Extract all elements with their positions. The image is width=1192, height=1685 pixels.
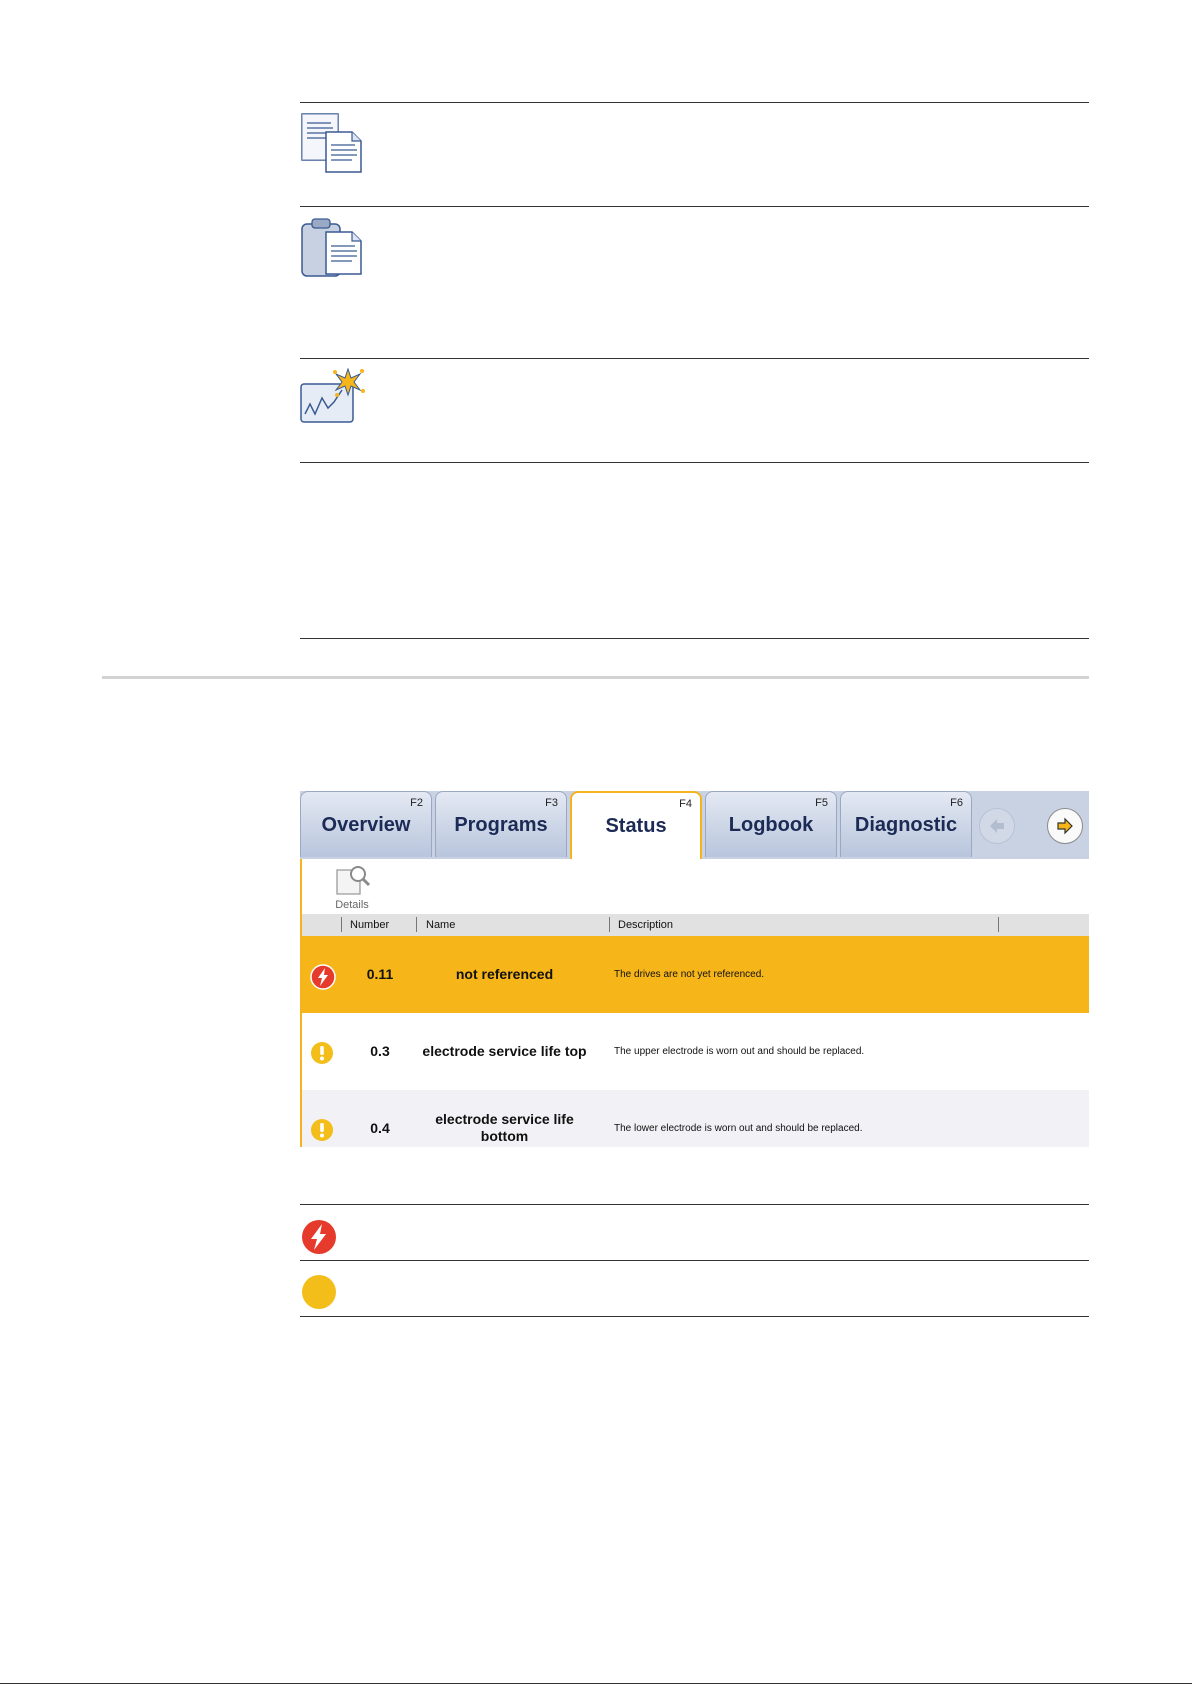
row-description: The upper electrode is worn out and should be replaced. <box>614 1046 865 1057</box>
table-row[interactable] <box>302 1013 1089 1090</box>
table-rule <box>300 638 1089 639</box>
warning-icon <box>301 1274 337 1310</box>
column-divider <box>998 917 999 932</box>
table-rule <box>300 102 1089 103</box>
error-icon <box>310 964 336 990</box>
arrow-right-icon <box>1056 817 1074 835</box>
column-number[interactable]: Number <box>350 919 390 931</box>
row-number: 0.4 <box>370 1120 390 1136</box>
tab-label: Programs <box>454 814 548 836</box>
column-divider <box>609 917 610 932</box>
toolbar <box>302 859 1089 911</box>
scroll-right-button[interactable] <box>1047 808 1083 844</box>
tab-logbook[interactable] <box>705 791 837 857</box>
table-header <box>302 914 1089 936</box>
column-divider <box>416 917 417 932</box>
table-rule <box>300 1316 1089 1317</box>
table-rule <box>300 1260 1089 1261</box>
column-description[interactable]: Description <box>618 919 674 931</box>
tab-key: F5 <box>815 797 828 809</box>
tab-overview[interactable] <box>300 791 432 857</box>
tab-label: Diagnostic <box>854 814 958 836</box>
status-panel <box>300 859 1089 1147</box>
column-name[interactable]: Name <box>426 919 456 931</box>
tab-status[interactable] <box>570 791 702 859</box>
details-icon <box>332 864 372 898</box>
tab-key: F2 <box>410 797 423 809</box>
table-rule <box>300 462 1089 463</box>
table-rule <box>300 1204 1089 1205</box>
table-rule <box>300 206 1089 207</box>
row-description: The drives are not yet referenced. <box>614 969 765 980</box>
arrow-left-icon <box>988 817 1006 835</box>
table-row[interactable] <box>302 1090 1089 1147</box>
chart-new-icon <box>300 368 364 432</box>
tab-label: Logbook <box>728 814 814 836</box>
row-number: 0.11 <box>366 966 394 982</box>
tab-programs[interactable] <box>435 791 567 857</box>
tab-bar <box>300 791 1089 859</box>
tab-label: Overview <box>321 814 411 836</box>
footer-rule <box>0 1683 1192 1684</box>
tab-diagnostic[interactable] <box>840 791 972 857</box>
paste-icon <box>300 216 364 280</box>
table-rule <box>300 358 1089 359</box>
row-name: electrode service life top <box>422 1043 587 1059</box>
row-description: The lower electrode is worn out and should be replaced. <box>614 1123 863 1134</box>
row-name: not referenced <box>455 966 554 982</box>
tab-key: F4 <box>679 798 692 810</box>
section-divider <box>102 676 1089 679</box>
error-icon <box>301 1219 337 1255</box>
details-label: Details <box>335 899 369 911</box>
table-row[interactable] <box>302 936 1089 1013</box>
row-name: electrode service life bottom <box>435 1111 574 1144</box>
column-divider <box>341 917 342 932</box>
tab-label: Status <box>605 815 667 837</box>
scroll-left-button[interactable] <box>979 808 1015 844</box>
row-number: 0.3 <box>370 1043 390 1059</box>
tab-key: F6 <box>950 797 963 809</box>
warning-icon <box>310 1118 334 1142</box>
details-button[interactable] <box>332 864 372 911</box>
status-screen <box>300 791 1089 1147</box>
warning-icon <box>310 1041 334 1065</box>
copy-icon <box>300 112 364 176</box>
tab-key: F3 <box>545 797 558 809</box>
